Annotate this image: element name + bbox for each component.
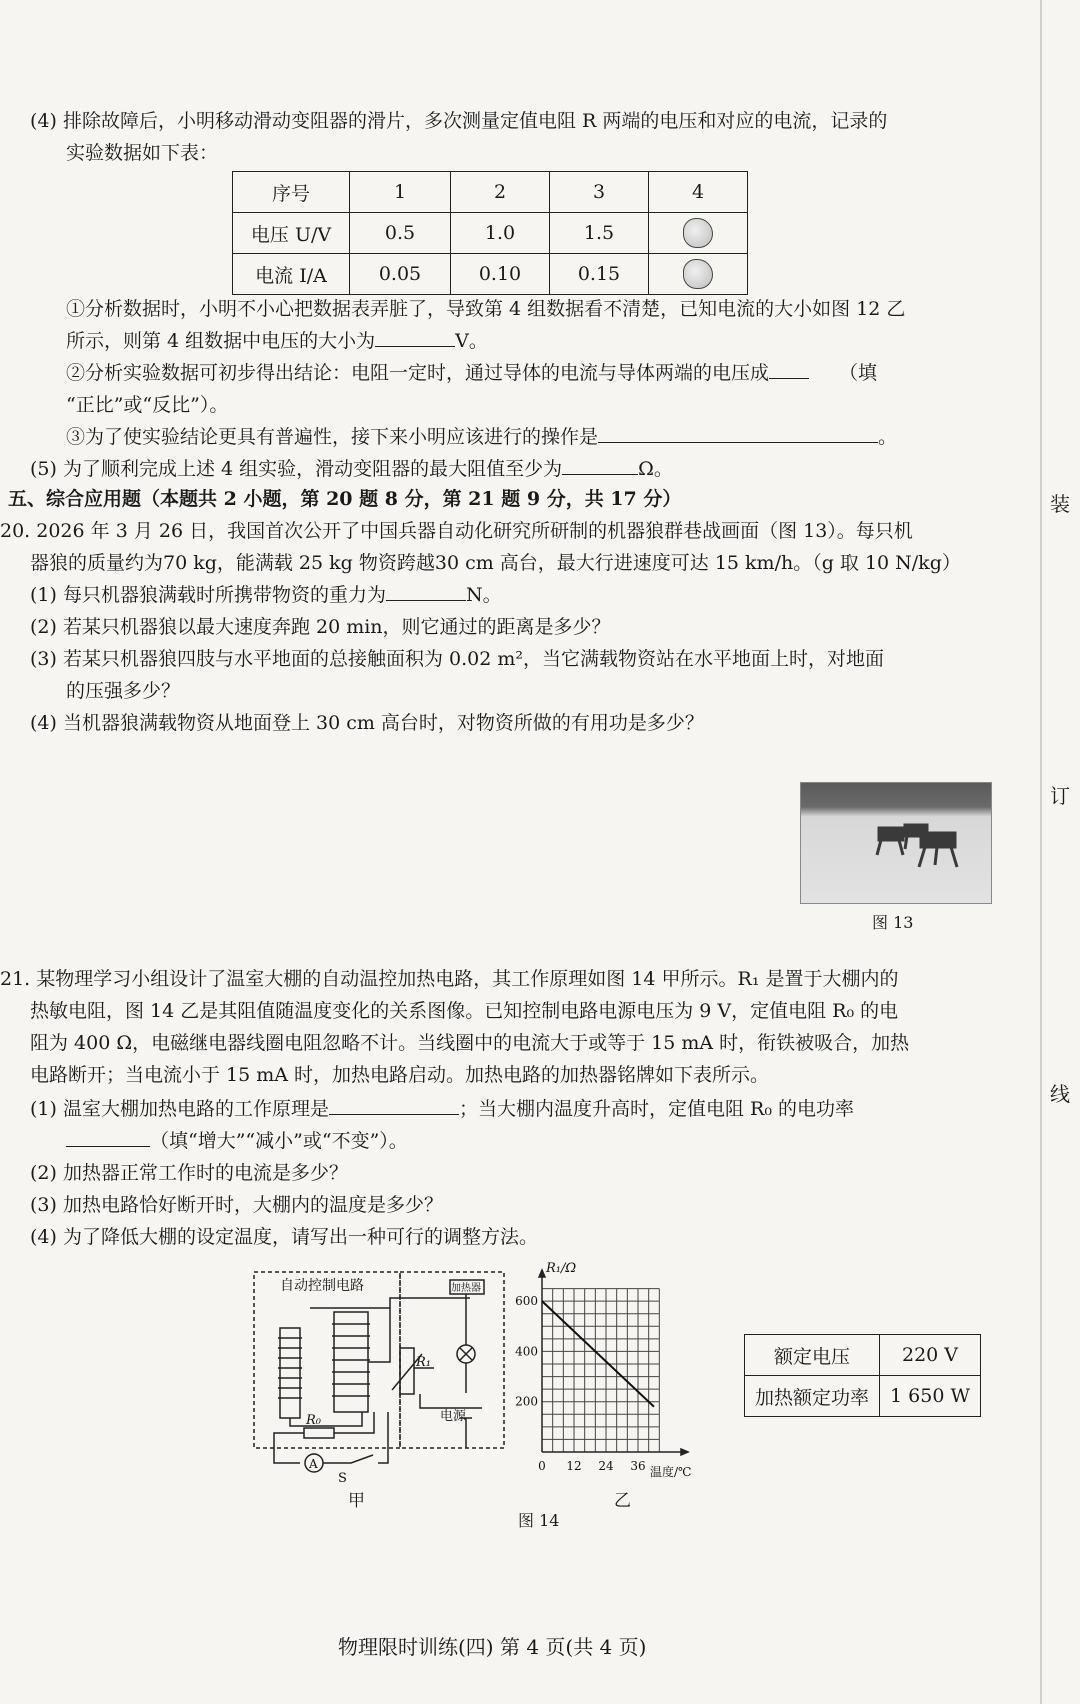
q21-p1-line1: (1) 温室大棚加热电路的工作原理是 ；当大棚内温度升高时，定值电阻 R₀ 的电功率	[30, 1098, 854, 1120]
rating-key: 额定电压	[745, 1335, 880, 1376]
r0-label: R₀	[306, 1413, 321, 1428]
table-cell: 0.5	[350, 213, 451, 254]
robot-wolf-icon	[801, 783, 991, 903]
chart-ylabel: R₁/Ω	[546, 1261, 577, 1276]
page-footer: 物理限时训练(四) 第 4 页(共 4 页)	[338, 1635, 647, 1659]
table-row	[233, 172, 748, 213]
table-row-label: 电压 U/V	[233, 213, 350, 254]
q21-p3: (3) 加热电路恰好断开时，大棚内的温度是多少？	[30, 1194, 443, 1216]
q21-line4: 电路断开；当电流小于 15 mA 时，加热电路启动。加热电路的加热器铭牌如下表所示。	[30, 1064, 770, 1086]
rating-key: 加热额定功率	[745, 1376, 880, 1417]
ammeter-icon: A	[309, 1457, 318, 1471]
q20-line2: 器狼的质量约为70 kg，能满载 25 kg 物资跨越30 cm 高台，最大行进速度可达 15 km/h。（g 取 10 N/kg）	[30, 552, 961, 574]
q21-line1: 21. 某物理学习小组设计了温室大棚的自动温控加热电路，其工作原理如图 14 甲所示。R₁ 是置于大棚内的	[0, 968, 899, 990]
margin-char-ding: 订	[1050, 784, 1070, 808]
table-row	[233, 254, 748, 295]
q5: (5) 为了顺利完成上述 4 组实验，滑动变阻器的最大阻值至少为 Ω。	[30, 458, 673, 480]
q4-intro-line2: 实验数据如下表：	[66, 142, 219, 164]
table-cell-smudged	[649, 213, 748, 254]
q4-s1-line2: 所示，则第 4 组数据中电压的大小为 V。	[66, 330, 488, 352]
binding-line	[1040, 0, 1042, 1704]
q4-s3: ③为了使实验结论更具有普遍性，接下来小明应该进行的操作是 。	[66, 426, 898, 448]
fig13-caption: 图 13	[872, 913, 914, 932]
x-tick-label: 12	[566, 1459, 582, 1473]
y-tick-label: 600	[515, 1294, 538, 1309]
q20-p2: (2) 若某只机器狼以最大速度奔跑 20 min，则它通过的距离是多少？	[30, 616, 611, 638]
heater-rating-table	[744, 1334, 981, 1417]
q20-p3a: (3) 若某只机器狼四肢与水平地面的总接触面积为 0.02 m²，当它满载物资站在水平地面上时，对地面	[30, 648, 884, 670]
x-tick-label: 24	[598, 1459, 614, 1473]
answer-blank[interactable]	[66, 1128, 150, 1147]
answer-blank[interactable]	[598, 424, 878, 443]
rating-value: 1 650 W	[880, 1376, 981, 1417]
answer-blank[interactable]	[375, 328, 455, 347]
smudge-icon	[683, 259, 713, 289]
answer-blank[interactable]	[562, 456, 638, 475]
q21-p4: (4) 为了降低大棚的设定温度，请写出一种可行的调整方法。	[30, 1226, 538, 1248]
q21-p1-line2: （填“增大”“减小”或“不变”）。	[66, 1128, 408, 1154]
chart-panel-label: 乙	[614, 1491, 631, 1511]
table-cell: 1.5	[550, 213, 649, 254]
q4-s2-line1: ②分析实验数据可初步得出结论：电阻一定时，通过导体的电流与导体两端的电压成 （填	[66, 362, 878, 384]
x-tick-label: 0	[538, 1459, 546, 1473]
chart-xlabel: 温度/℃	[650, 1465, 692, 1479]
table-header-cell: 序号	[233, 172, 350, 213]
q21-p2: (2) 加热器正常工作时的电流是多少？	[30, 1162, 348, 1184]
y-tick-label: 400	[515, 1344, 538, 1359]
answer-blank[interactable]	[769, 360, 809, 379]
table-cell: 0.10	[451, 254, 550, 295]
table-cell-smudged	[649, 254, 748, 295]
x-tick-label: 36	[630, 1459, 646, 1473]
circuit-panel-label: 甲	[348, 1491, 365, 1511]
resistance-temperature-chart	[500, 1258, 706, 1498]
table-cell: 1.0	[451, 213, 550, 254]
rt-label: R₁	[416, 1355, 431, 1370]
smudge-icon	[683, 218, 713, 248]
table-row	[745, 1376, 981, 1417]
x-axis-arrow	[681, 1449, 688, 1455]
q20-p3b: 的压强多少？	[66, 680, 181, 702]
table-header-cell: 1	[350, 172, 451, 213]
circuit-diagram	[250, 1268, 510, 1486]
q4-s1-line1: ①分析数据时，小明不小心把数据表弄脏了，导致第 4 组数据看不清楚，已知电流的大小如图 12 乙	[66, 298, 906, 320]
y-axis-arrow	[539, 1270, 545, 1277]
margin-char-zhuang: 装	[1050, 492, 1070, 516]
source-label: 电源	[440, 1409, 467, 1424]
table-header-cell: 2	[451, 172, 550, 213]
q21-line2: 热敏电阻，图 14 乙是其阻值随温度变化的关系图像。已知控制电路电源电压为 9 V，定值电阻 R₀ 的电	[30, 1000, 899, 1022]
rating-value: 220 V	[880, 1335, 981, 1376]
heater-label: 加热器	[451, 1283, 481, 1294]
data-table	[232, 171, 748, 295]
q20-line1: 20. 2026 年 3 月 26 日，我国首次公开了中国兵器自动化研究所研制的机器狼群巷战画面（图 13）。每只机	[0, 520, 913, 542]
q4-intro-line1: (4) 排除故障后，小明移动滑动变阻器的滑片，多次测量定值电阻 R 两端的电压和对应的电流，记录的	[30, 110, 888, 132]
fig14-caption: 图 14	[518, 1511, 560, 1530]
y-tick-label: 200	[515, 1394, 538, 1409]
table-header-cell: 3	[550, 172, 649, 213]
table-row	[745, 1335, 981, 1376]
circuit-title: 自动控制电路	[280, 1278, 364, 1294]
table-cell: 0.15	[550, 254, 649, 295]
q21-line3: 阻为 400 Ω，电磁继电器线圈电阻忽略不计。当线圈中的电流大于或等于 15 mA 时，衔铁被吸合，加热	[30, 1032, 910, 1054]
margin-char-xian: 线	[1050, 1082, 1070, 1106]
table-header-cell: 4	[649, 172, 748, 213]
q20-p4: (4) 当机器狼满载物资从地面登上 30 cm 高台时，对物资所做的有用功是多少？	[30, 712, 704, 734]
answer-blank[interactable]	[386, 582, 466, 601]
robot-wolf-photo	[800, 782, 992, 904]
series-line	[542, 1301, 654, 1407]
table-row	[233, 213, 748, 254]
table-cell: 0.05	[350, 254, 451, 295]
q20-p1: (1) 每只机器狼满载时所携带物资的重力为 N。	[30, 584, 502, 606]
section-heading: 五、综合应用题（本题共 2 小题，第 20 题 8 分，第 21 题 9 分，共 17 分）	[8, 488, 682, 510]
answer-blank[interactable]	[329, 1096, 459, 1115]
control-circuit-box	[254, 1272, 400, 1448]
table-row-label: 电流 I/A	[233, 254, 350, 295]
q4-s2-line2: “正比”或“反比”）。	[66, 394, 229, 416]
switch-label: S	[338, 1471, 347, 1486]
